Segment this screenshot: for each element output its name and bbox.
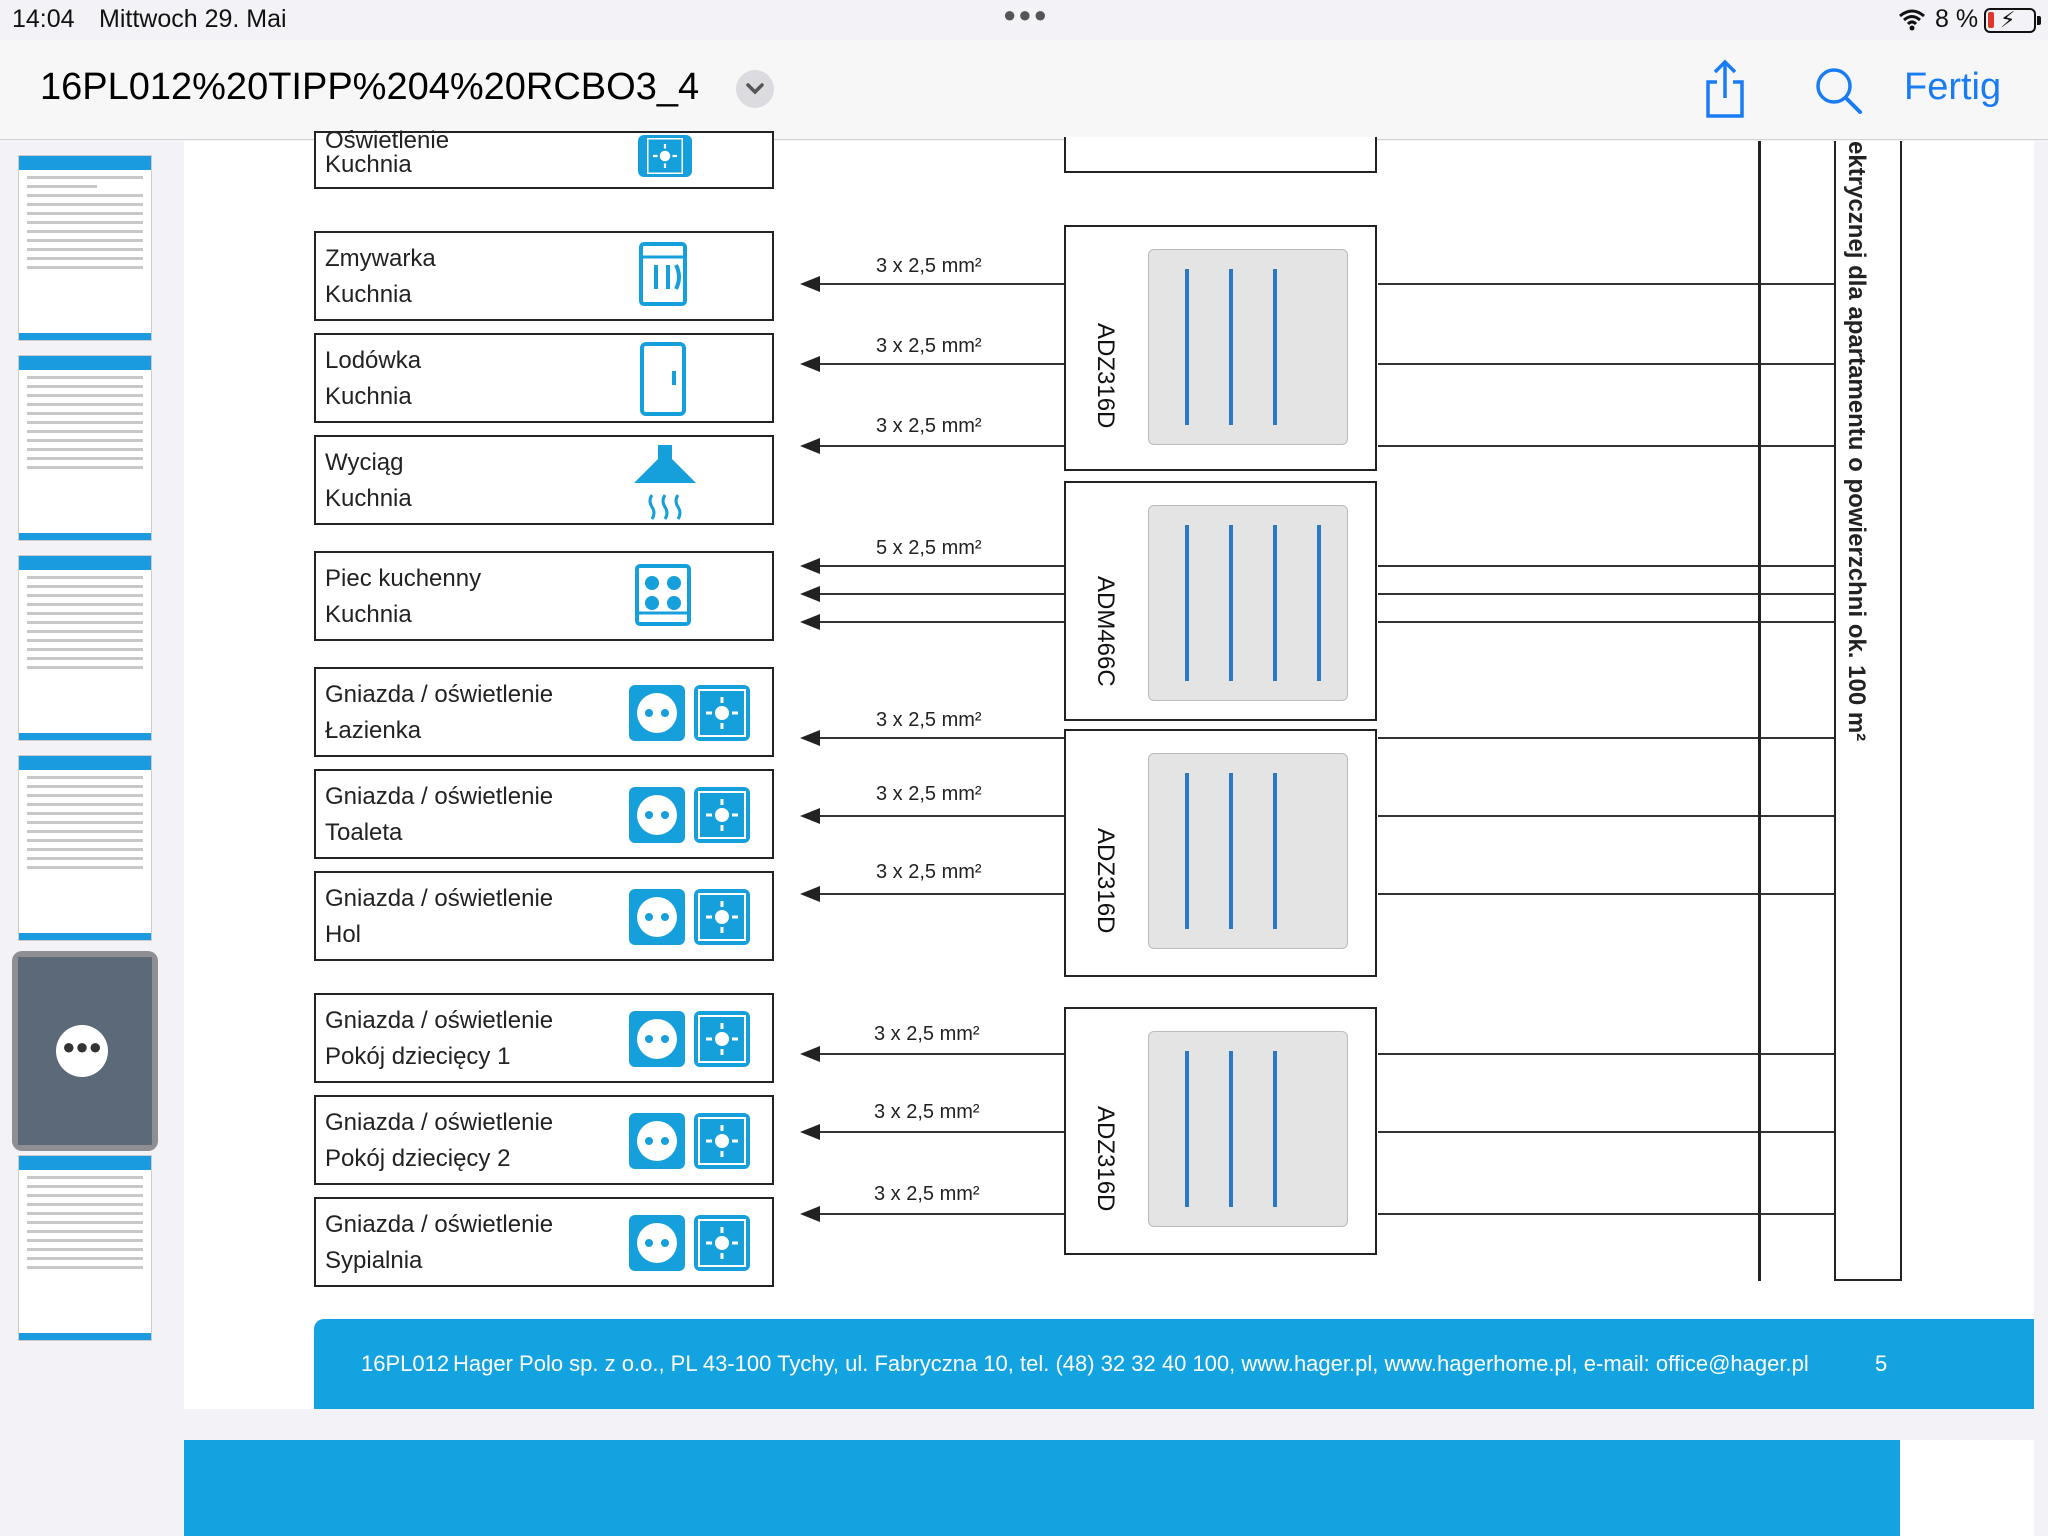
rcbo-box-2 [1064,481,1377,721]
load-box-bathroom [314,667,774,757]
rcbo-model-label: ADZ316D [1092,828,1119,934]
wire [1378,283,1834,285]
wire [804,283,1066,285]
load-label-device: Gniazda / oświetlenie [325,885,554,912]
load-label-room: Pokój dziecięcy 2 [325,1145,511,1172]
arrow-icon [800,730,820,746]
load-label-device: Gniazda / oświetlenie [325,1007,554,1034]
arrow-icon [800,1206,820,1222]
page-thumbnail-2[interactable] [18,355,152,541]
rcbo-device-image [1148,753,1348,949]
wire [1378,593,1834,595]
dishwasher-icon [638,241,688,307]
load-box-dishwasher [314,231,774,321]
next-page-header-band [184,1440,1900,1536]
rcbo-box-partial [1064,137,1377,173]
multitasking-dots-icon[interactable]: ●●● [1003,2,1049,27]
title-menu-chevron-icon[interactable] [736,70,774,108]
wire [804,445,1066,447]
load-box-fridge [314,333,774,423]
footer-doc-code: 16PL012 [361,1351,450,1376]
wifi-icon [1898,6,1926,32]
battery-percent: 8 % [1935,5,1979,33]
wire [1378,893,1834,895]
wire [1378,815,1834,817]
light-icon [694,787,750,843]
rcbo-device-image [1148,249,1348,445]
cable-label: 3 x 2,5 mm² [874,1023,980,1045]
rcbo-model-label: ADM466C [1092,576,1119,687]
load-box-kids-room-1 [314,993,774,1083]
cable-label: 3 x 2,5 mm² [874,1101,980,1123]
socket-icon [629,685,685,741]
load-label-room: Kuchnia [325,601,412,628]
light-icon [694,685,750,741]
cable-label: 3 x 2,5 mm² [876,861,982,883]
cable-label: 3 x 2,5 mm² [876,415,982,437]
wire [1378,1131,1834,1133]
load-label-device: Gniazda / oświetlenie [325,681,554,708]
light-icon [638,135,692,177]
search-icon[interactable] [1812,62,1864,118]
load-label-device: Piec kuchenny [325,565,482,592]
side-title: ektrycznej dla apartamentu o powierzchni ok. 100 m² [1843,141,1870,742]
arrow-icon [800,558,820,574]
arrow-icon [800,356,820,372]
arrow-icon [800,1124,820,1140]
status-time: 14:04 [12,5,75,33]
page-thumbnail-5-selected[interactable] [12,951,158,1151]
wire [1378,737,1834,739]
cable-label: 3 x 2,5 mm² [876,335,982,357]
wire [804,593,1066,595]
wire [1378,565,1834,567]
cable-label: 3 x 2,5 mm² [876,783,982,805]
load-box-stove [314,551,774,641]
load-label-device: Zmywarka [325,245,436,272]
load-label-device: Gniazda / oświetlenie [325,1211,554,1238]
load-label-room: Kuchnia [325,281,412,308]
page-thumbnail-6[interactable] [18,1155,152,1341]
arrow-icon [800,276,820,292]
wire [804,815,1066,817]
light-icon [694,889,750,945]
side-title-box [1834,141,1902,1281]
load-label-room: Kuchnia [325,485,412,512]
footer-page-number: 5 [1875,1351,1888,1376]
hood-icon [630,441,700,521]
cable-label: 5 x 2,5 mm² [876,537,982,559]
wire [804,1131,1066,1133]
load-label-room: Hol [325,921,362,948]
load-label-room: Pokój dziecięcy 1 [325,1043,511,1070]
page-thumbnail-sidebar [0,141,170,1536]
footer-company-text: Hager Polo sp. z o.o., PL 43-100 Tychy, ul. Fabryczna 10, tel. (48) 32 32 40 100, www.hager.pl, www.hagerhome.pl, e-mail: office@hager.pl [453,1351,1809,1376]
cable-label: 3 x 2,5 mm² [876,255,982,277]
load-label-device: Wyciąg [325,449,404,476]
load-box-lighting-kitchen [314,127,774,189]
load-label-room: Toaleta [325,819,403,846]
stove-icon [634,563,692,627]
load-box-kids-room-2 [314,1095,774,1185]
arrow-icon [800,586,820,602]
rcbo-box-4 [1064,1007,1377,1255]
arrow-icon [800,886,820,902]
pdf-page-next[interactable] [184,1440,2034,1536]
socket-icon [629,1011,685,1067]
load-label-room: Sypialnia [325,1247,423,1274]
load-box-hall [314,871,774,961]
wire [1378,621,1834,623]
load-box-toilet [314,769,774,859]
wire [804,737,1066,739]
socket-icon [629,1113,685,1169]
wire [804,565,1066,567]
rcbo-box-1 [1064,225,1377,471]
rcbo-device-image [1148,1031,1348,1227]
document-toolbar [0,40,2048,140]
status-date: Mittwoch 29. Mai [99,5,287,33]
wire [804,1213,1066,1215]
arrow-icon [800,808,820,824]
share-icon[interactable] [1702,58,1748,120]
battery-icon: ⚡ [1984,8,2036,33]
load-label-room: Kuchnia [325,383,412,410]
cable-label: 3 x 2,5 mm² [876,709,982,731]
load-label-device: Lodówka [325,347,422,374]
page-thumbnail-1[interactable] [18,155,152,341]
wire [1378,1053,1834,1055]
fridge-icon [638,341,688,417]
light-icon [694,1113,750,1169]
cable-label: 3 x 2,5 mm² [874,1183,980,1205]
wire [1378,363,1834,365]
load-label-device: Gniazda / oświetlenie [325,1109,554,1136]
wire [804,1053,1066,1055]
light-icon [694,1011,750,1067]
socket-icon [629,1215,685,1271]
load-label-top: Oświetlenie [325,127,450,154]
rcbo-model-label: ADZ316D [1092,1106,1119,1212]
arrow-icon [800,614,820,630]
load-label-room: Kuchnia [325,151,412,178]
arrow-icon [800,1046,820,1062]
wire [804,621,1066,623]
bus-line [1758,141,1761,1281]
rcbo-box-3 [1064,729,1377,977]
done-button[interactable]: Fertig [1904,66,2002,108]
wire [804,893,1066,895]
arrow-icon [800,438,820,454]
document-title[interactable]: 16PL012%20TIPP%204%20RCBO3_4 [40,66,700,108]
wire [804,363,1066,365]
wire [1378,445,1834,447]
socket-icon [629,889,685,945]
light-icon [694,1215,750,1271]
page-thumbnail-4[interactable] [18,755,152,941]
page-thumbnail-3[interactable] [18,555,152,741]
load-box-hood [314,435,774,525]
load-label-room: Łazienka [325,717,422,744]
load-box-bedroom [314,1197,774,1287]
status-bar [0,0,2048,40]
page-footer [314,1319,2034,1409]
socket-icon [629,787,685,843]
pdf-page[interactable] [184,127,2034,1409]
load-label-device: Gniazda / oświetlenie [325,783,554,810]
more-options-icon[interactable]: ●●● [56,1025,108,1077]
rcbo-device-image [1148,505,1348,701]
rcbo-model-label: ADZ316D [1092,323,1119,429]
wire [1378,1213,1834,1215]
